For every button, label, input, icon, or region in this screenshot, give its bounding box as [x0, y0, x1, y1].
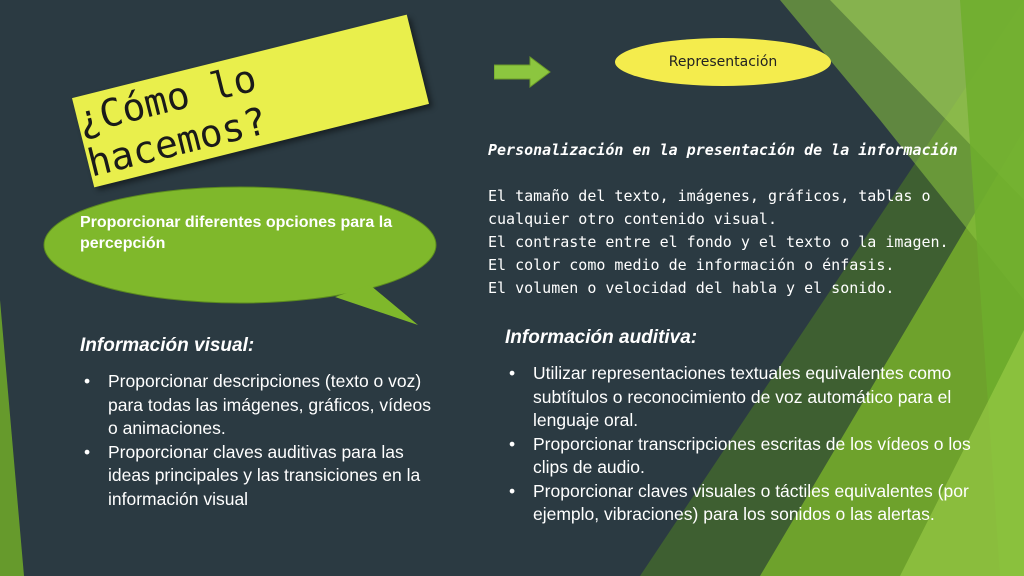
personalization-block: [488, 139, 1008, 300]
personalization-line: El tamaño del texto, imágenes, gráficos, tablas o: [488, 187, 931, 205]
personalization-line: cualquier otro contenido visual.: [488, 210, 777, 228]
speech-bubble: [40, 185, 460, 335]
page-title: ¿Cómo lo hacemos?: [72, 55, 272, 186]
auditory-info-list: [505, 362, 980, 527]
personalization-line: El contraste entre el fondo y el texto o la imagen.: [488, 233, 949, 251]
visual-info-list: [80, 370, 440, 511]
personalization-heading: Personalización en la presentación de la información: [488, 141, 958, 159]
list-item: • Proporcionar claves auditivas para las ideas principales y las transiciones en la información visual: [84, 441, 421, 509]
bullet-icon: •: [84, 441, 91, 462]
list-item: • Proporcionar descripciones (texto o voz) para todas las imágenes, gráficos, vídeos o animaciones.: [84, 371, 431, 438]
representation-badge: [615, 38, 831, 86]
bullet-icon: •: [84, 371, 91, 391]
representation-label: Representación: [668, 54, 778, 70]
list-item: • Utilizar representaciones textuales equivalentes como subtítulos o reconocimiento de voz automático para el lenguaje oral.: [509, 363, 952, 430]
right-arrow-icon: [494, 56, 552, 88]
personalization-line: El volumen o velocidad del habla y el sonido.: [488, 279, 895, 297]
bullet-icon: •: [509, 433, 516, 454]
visual-info-title: Información visual:: [80, 335, 255, 356]
auditory-info-title: Información auditiva:: [505, 327, 698, 348]
list-item: • Proporcionar transcripciones escritas de los vídeos o los clips de audio.: [509, 433, 971, 477]
personalization-line: El color como medio de información o énfasis.: [488, 256, 895, 274]
list-item: • Proporcionar claves visuales o táctiles equivalentes (por ejemplo, vibraciones) para los sonidos o las alertas.: [509, 480, 969, 524]
bullet-icon: •: [509, 363, 516, 383]
bullet-icon: •: [509, 480, 516, 501]
bubble-text: Proporcionar diferentes opciones para la percepción: [80, 214, 393, 252]
